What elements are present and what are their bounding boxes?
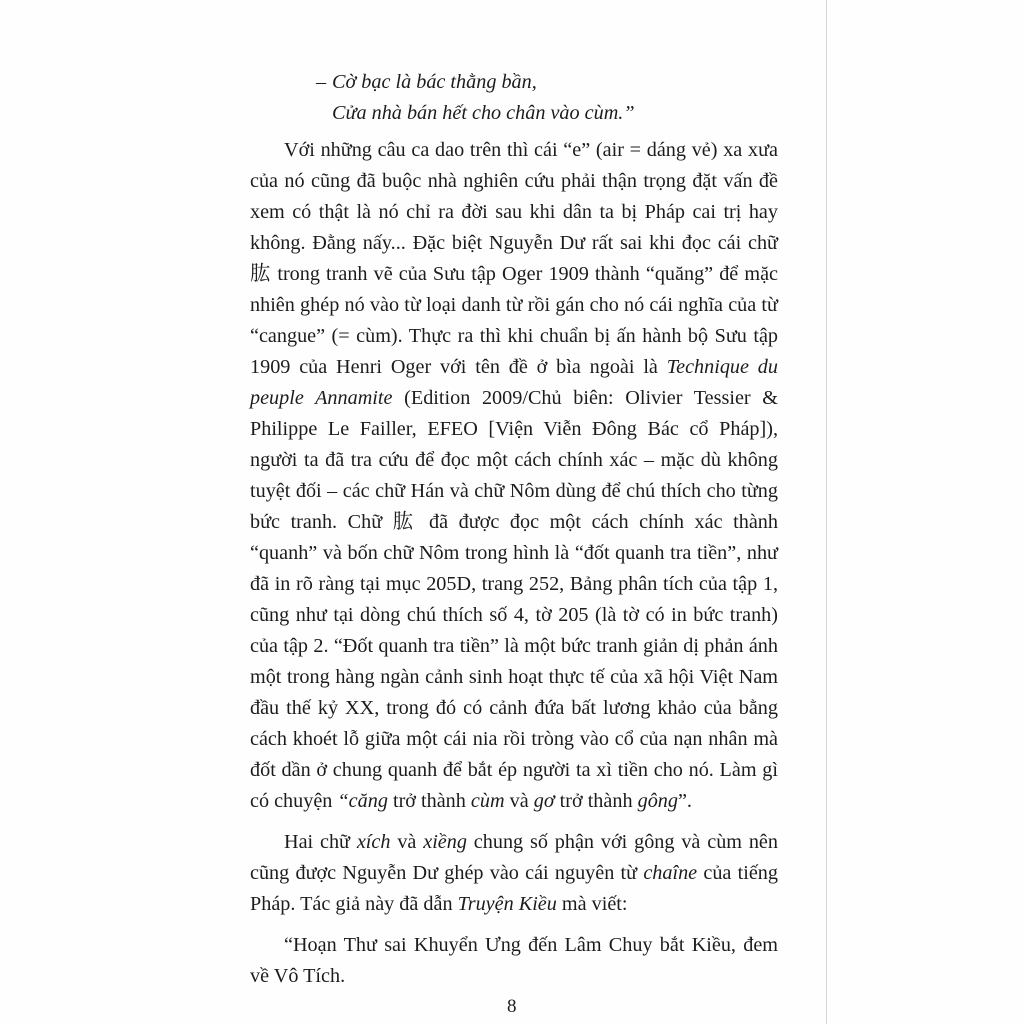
- word-go: gơ: [533, 790, 555, 812]
- paragraph-2: [250, 827, 778, 920]
- paragraph-1-part-3: trở thành: [387, 790, 471, 812]
- word-cum: cùm: [470, 790, 505, 812]
- word-xieng: xiềng: [423, 831, 467, 853]
- paragraph-2-part-3: chung số phận với gông và cùm nên cũng được Nguyễn Dư ghép vào cái nguyên từ: [250, 831, 778, 884]
- word-chaine: chaîne: [643, 862, 698, 884]
- paragraph-2-part-5: mà viết:: [556, 893, 628, 915]
- verse-line-1: [250, 67, 778, 98]
- word-cang: “căng: [337, 790, 388, 812]
- book-title-italic: Technique du peuple Annamite: [250, 356, 778, 409]
- paragraph-2-part-2: và: [390, 831, 424, 853]
- paragraph-1-part-5: trở thành: [554, 790, 638, 812]
- word-truyen-kieu: Truyện Kiều: [457, 893, 557, 915]
- paragraph-1-part-1: Với những câu ca dao trên thì cái “e” (air = dáng vẻ) xa xưa của nó cũng đã buộc nhà nghiên cứu phải thận trọng đặt vấn đề xem có thật là nó chỉ ra đời sau khi dân ta bị Pháp cai trị hay không. Đằng nấy... Đặc biệt Nguyễn Dư rất sai khi đọc cái chữ 肱 trong tranh vẽ của Sưu tập Oger 1909 thành “quăng” để mặc nhiên ghép nó vào từ loại danh từ rồi gán cho nó cái nghĩa của từ “cangue” (= cùm). Thực ra thì khi chuẩn bị ấn hành bộ Sưu tập 1909 của Henri Oger với tên đề ở bìa ngoài là: [250, 139, 778, 378]
- paragraph-2-part-4: của tiếng Pháp. Tác giả này đã dẫn: [250, 862, 778, 915]
- text-body: [250, 67, 778, 992]
- verse-line-2: Cửa nhà bán hết cho chân vào cùm.”: [332, 102, 635, 124]
- page-edge-divider: [826, 0, 827, 1024]
- paragraph-1-part-6: ”.: [677, 790, 692, 812]
- word-gong: gông: [637, 790, 678, 812]
- verse-quote: [250, 67, 778, 129]
- verse-dash: –: [316, 71, 327, 93]
- verse-line-1-text: Cờ bạc là bác thằng bần,: [332, 71, 537, 93]
- paragraph-1-part-2: (Edition 2009/Chủ biên: Olivier Tessier & Philippe Le Failler, EFEO [Viện Viễn Đông Bác cổ Pháp]), người ta đã tra cứu để đọc một cách chính xác – mặc dù không tuyệt đối – các chữ Hán và chữ Nôm dùng để chú thích cho từng bức tranh. Chữ 肱 đã được đọc một cách chính xác thành “quanh” và bốn chữ Nôm trong hình là “đốt quanh tra tiền”, như đã in rõ ràng tại mục 205D, trang 252, Bảng phân tích của tập 1, cũng như tại dòng chú thích số 4, tờ 205 (là tờ có in bức tranh) của tập 2. “Đốt quanh tra tiền” là một bức tranh giản dị phản ánh một trong hàng ngàn cảnh sinh hoạt thực tế của xã hội Việt Nam đầu thế kỷ XX, trong đó có cảnh đứa bất lương khảo của bằng cách khoét lỗ giữa một cái nia rồi tròng vào cổ của nạn nhân mà đốt dần ở chung quanh để bắt ép người ta xì tiền cho nó. Làm gì có chuyện: [250, 387, 778, 812]
- kieu-quote: “Hoạn Thư sai Khuyển Ưng đến Lâm Chuy bắt Kiều, đem về Vô Tích.: [250, 934, 778, 987]
- paragraph-1: [250, 135, 778, 817]
- page-number: 8: [507, 996, 517, 1017]
- word-xich: xích: [356, 831, 391, 853]
- paragraph-1-part-4: và: [504, 790, 534, 812]
- paragraph-2-part-1: Hai chữ: [284, 831, 357, 853]
